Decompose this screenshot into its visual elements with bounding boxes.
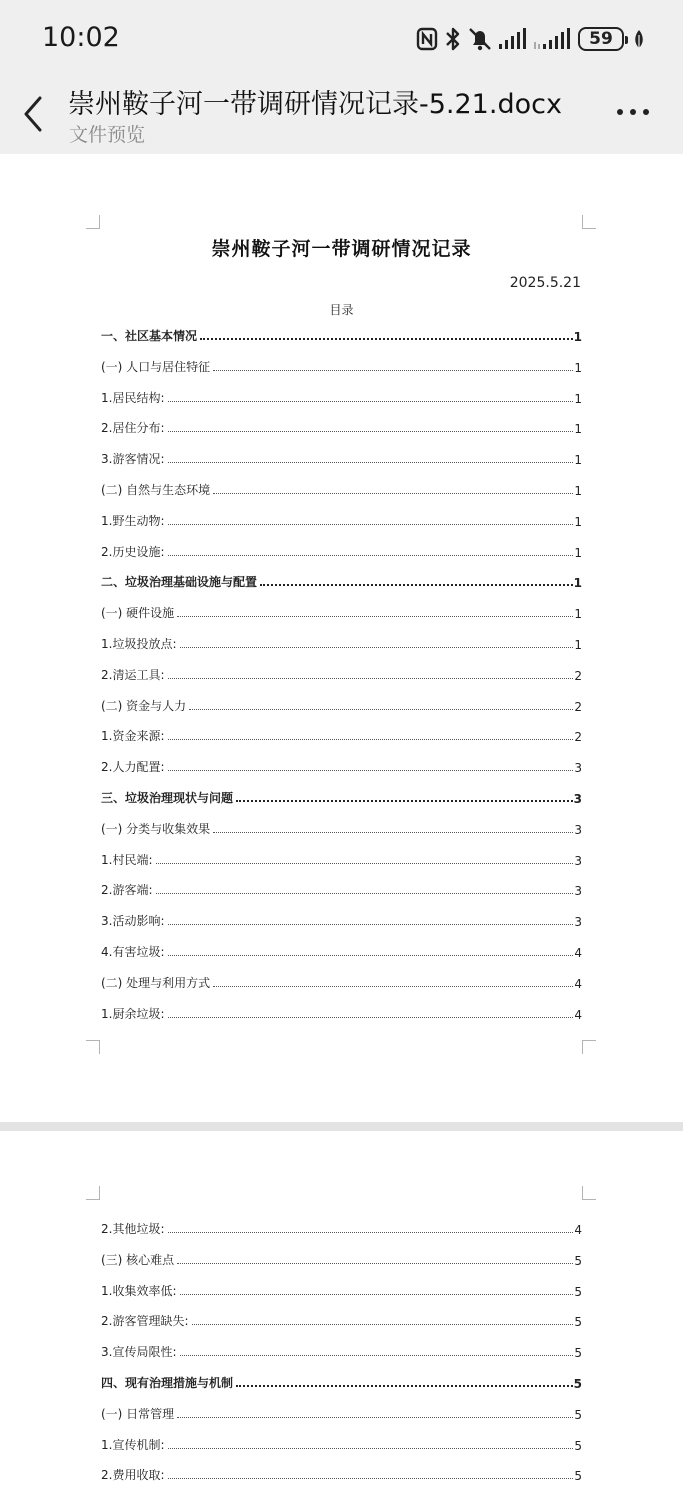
toc-leader-dots bbox=[180, 647, 574, 648]
toc-entry[interactable] bbox=[101, 909, 582, 929]
toc-entry-page: 3 bbox=[574, 853, 582, 868]
toc-entry[interactable] bbox=[101, 940, 582, 960]
toc-entry[interactable] bbox=[101, 755, 582, 775]
toc-entry-page: 1 bbox=[574, 391, 582, 406]
toc-entry-page: 5 bbox=[573, 1377, 582, 1391]
toc-entry-label: 2.费用收取: bbox=[101, 1468, 165, 1483]
toc-entry-label: (三) 核心难点 bbox=[101, 1252, 175, 1267]
toc-entry[interactable] bbox=[101, 1248, 582, 1268]
toc-entry[interactable] bbox=[101, 1340, 582, 1360]
toc-entry[interactable] bbox=[101, 1402, 582, 1422]
toc-entry-label: (一) 分类与收集效果 bbox=[101, 821, 211, 836]
toc-entry-page: 1 bbox=[573, 576, 582, 591]
toc-entry-page: 4 bbox=[574, 1223, 582, 1237]
toc-leader-dots bbox=[260, 584, 573, 586]
toc-entry-page: 3 bbox=[574, 915, 582, 930]
toc-entry[interactable] bbox=[101, 540, 582, 560]
toc-entry-page: 1 bbox=[574, 607, 582, 622]
app-bar bbox=[0, 78, 683, 154]
toc-entry-page: 5 bbox=[574, 1407, 582, 1422]
toc-entry[interactable] bbox=[101, 1371, 582, 1391]
toc-entry-label: (二) 资金与人力 bbox=[101, 698, 187, 713]
toc-entry[interactable] bbox=[101, 1433, 582, 1453]
toc-leader-dots bbox=[168, 1478, 574, 1479]
toc-entry-label: 三、垃圾治理现状与问题 bbox=[101, 791, 234, 805]
toc-entry-page: 5 bbox=[574, 1438, 582, 1453]
toc-leader-dots bbox=[236, 800, 573, 802]
toc-entry-page: 5 bbox=[574, 1346, 582, 1361]
toc-entry[interactable] bbox=[101, 601, 582, 621]
toc-leader-dots bbox=[180, 1355, 574, 1356]
toc-entry-label: 2.历史设施: bbox=[101, 544, 165, 559]
toc-entry[interactable] bbox=[101, 1279, 582, 1299]
toc-entry[interactable] bbox=[101, 570, 582, 590]
toc-leader-dots bbox=[180, 1294, 574, 1295]
toc-entry-page: 5 bbox=[574, 1253, 582, 1268]
toc-entry[interactable] bbox=[101, 324, 582, 344]
toc-entry-label: 1.居民结构: bbox=[101, 390, 165, 405]
bell-off-icon bbox=[468, 26, 492, 52]
toc-entry-page: 2 bbox=[574, 699, 582, 714]
toc-entry-page: 5 bbox=[574, 1284, 582, 1299]
page-corner-mark bbox=[86, 1040, 100, 1054]
status-bar bbox=[0, 0, 683, 78]
toc-entry[interactable] bbox=[101, 509, 582, 529]
toc-entry-page: 4 bbox=[574, 946, 582, 960]
back-button[interactable] bbox=[18, 92, 52, 136]
toc-leader-dots bbox=[168, 431, 574, 432]
page-corner-mark bbox=[582, 215, 596, 229]
status-icons bbox=[410, 26, 645, 52]
toc-entry-label: 一、社区基本情况 bbox=[101, 329, 198, 343]
document-page-1[interactable] bbox=[0, 154, 683, 1122]
leaf-icon bbox=[633, 29, 645, 49]
toc-entry-page: 3 bbox=[574, 884, 582, 899]
toc-entry-label: 2.其他垃圾: bbox=[101, 1222, 165, 1236]
toc-leader-dots bbox=[168, 739, 574, 740]
toc-entry-page: 1 bbox=[574, 360, 582, 375]
toc-entry-page: 1 bbox=[574, 514, 582, 529]
toc-entry-page: 4 bbox=[574, 976, 582, 991]
toc-entry-label: 2.清运工具: bbox=[101, 667, 165, 682]
toc-leader-dots bbox=[168, 955, 574, 956]
toc-leader-dots bbox=[168, 1448, 574, 1449]
toc-entry-label: 1.宣传机制: bbox=[101, 1437, 165, 1452]
toc-leader-dots bbox=[168, 1017, 574, 1018]
toc-entry-label: 3.活动影响: bbox=[101, 914, 165, 929]
toc-entry-label: (一) 硬件设施 bbox=[101, 606, 175, 621]
toc-entry-label: 2.游客端: bbox=[101, 883, 153, 898]
toc-entry-page: 1 bbox=[574, 422, 582, 437]
bluetooth-icon bbox=[444, 26, 462, 52]
toc-leader-dots bbox=[156, 863, 574, 864]
toc-leader-dots bbox=[168, 524, 574, 525]
toc-entry[interactable] bbox=[101, 848, 582, 868]
chevron-left-icon bbox=[18, 92, 52, 136]
toc-entry-label: 1.村民端: bbox=[101, 852, 153, 867]
toc-entry-label: 3.宣传局限性: bbox=[101, 1345, 177, 1360]
toc-leader-dots bbox=[168, 462, 574, 463]
toc-entry-label: 2.游客管理缺失: bbox=[101, 1314, 189, 1329]
toc-leader-dots bbox=[213, 832, 573, 833]
toc-entry[interactable] bbox=[101, 1217, 582, 1237]
toc-entry[interactable] bbox=[101, 694, 582, 714]
toc-entry-label: 2.人力配置: bbox=[101, 760, 165, 775]
toc-entry-label: 3.游客情况: bbox=[101, 452, 165, 467]
toc-entry[interactable] bbox=[101, 355, 582, 375]
toc-entry-label: 1.收集效率低: bbox=[101, 1283, 177, 1298]
document-date: 2025.5.21 bbox=[509, 275, 581, 291]
toc-leader-dots bbox=[213, 986, 573, 987]
toc-entry[interactable] bbox=[101, 1309, 582, 1329]
toc-leader-dots bbox=[156, 893, 574, 894]
toc-entry-label: 二、垃圾治理基础设施与配置 bbox=[101, 575, 258, 590]
toc-leader-dots bbox=[200, 338, 573, 340]
toc-leader-dots bbox=[213, 493, 573, 494]
page-corner-mark bbox=[582, 1186, 596, 1200]
toc-entry-page: 1 bbox=[573, 330, 582, 344]
toc-entry-page: 5 bbox=[574, 1469, 582, 1484]
toc-entry-page: 1 bbox=[574, 453, 582, 468]
toc-entry-page: 4 bbox=[574, 1007, 582, 1022]
file-title: 崇州鞍子河一带调研情况记录-5.21.docx bbox=[68, 89, 562, 120]
toc-leader-dots bbox=[177, 1417, 573, 1418]
toc-entry[interactable] bbox=[101, 447, 582, 467]
toc-entry-label: 1.垃圾投放点: bbox=[101, 637, 177, 651]
toc-heading: 目录 bbox=[329, 303, 354, 317]
file-subtitle: 文件预览 bbox=[69, 124, 146, 146]
toc-entry-label: 1.资金来源: bbox=[101, 729, 165, 744]
toc-leader-dots bbox=[168, 924, 574, 925]
toc-leader-dots bbox=[192, 1324, 574, 1325]
toc-entry-page: 3 bbox=[574, 822, 582, 837]
toc-leader-dots bbox=[168, 401, 574, 402]
page-corner-mark bbox=[86, 1186, 100, 1200]
toc-leader-dots bbox=[168, 555, 574, 556]
toc-entry[interactable] bbox=[101, 817, 582, 837]
toc-entry-page: 5 bbox=[574, 1315, 582, 1330]
toc-entry[interactable] bbox=[101, 386, 582, 406]
toc-entry[interactable] bbox=[101, 971, 582, 991]
more-icon bbox=[615, 100, 651, 124]
page-corner-mark bbox=[582, 1040, 596, 1054]
toc-leader-dots bbox=[189, 709, 573, 710]
toc-entry-label: 四、现有治理措施与机制 bbox=[101, 1376, 234, 1390]
toc-entry[interactable] bbox=[101, 1463, 582, 1483]
toc-entry[interactable] bbox=[101, 663, 582, 683]
status-time: 10:02 bbox=[42, 22, 120, 53]
document-title: 崇州鞍子河一带调研情况记录 bbox=[211, 238, 472, 260]
toc-entry-label: 1.厨余垃圾: bbox=[101, 1006, 165, 1021]
more-options-button[interactable] bbox=[615, 100, 651, 124]
toc-entry[interactable] bbox=[101, 478, 582, 498]
toc-entry-label: (二) 处理与利用方式 bbox=[101, 975, 211, 990]
toc-entry-page: 1 bbox=[574, 545, 582, 560]
battery-indicator: 59 bbox=[578, 27, 624, 51]
toc-leader-dots bbox=[177, 616, 573, 617]
toc-leader-dots bbox=[168, 1232, 574, 1233]
toc-entry-label: 4.有害垃圾: bbox=[101, 945, 165, 959]
toc-entry-page: 1 bbox=[574, 638, 582, 652]
toc-entry[interactable] bbox=[101, 632, 582, 652]
toc-leader-dots bbox=[236, 1385, 573, 1387]
toc-entry[interactable] bbox=[101, 724, 582, 744]
toc-entry[interactable] bbox=[101, 786, 582, 806]
toc-entry-page: 2 bbox=[574, 730, 582, 745]
toc-leader-dots bbox=[177, 1263, 573, 1264]
toc-entry-label: 2.居住分布: bbox=[101, 421, 165, 436]
signal-icon bbox=[498, 28, 528, 50]
signal-icon-2 bbox=[534, 28, 572, 50]
document-page-2[interactable] bbox=[0, 1131, 683, 1500]
nfc-icon bbox=[416, 27, 438, 51]
toc-entry[interactable] bbox=[101, 416, 582, 436]
toc-entry-page: 2 bbox=[574, 668, 582, 683]
toc-entry-page: 3 bbox=[573, 792, 582, 806]
toc-entry-page: 3 bbox=[574, 761, 582, 776]
toc-entry-label: (二) 自然与生态环境 bbox=[101, 483, 211, 497]
page-corner-mark bbox=[86, 215, 100, 229]
toc-entry-label: (一) 人口与居住特征 bbox=[101, 359, 211, 374]
toc-entry[interactable] bbox=[101, 878, 582, 898]
toc-leader-dots bbox=[168, 678, 574, 679]
toc-leader-dots bbox=[213, 370, 573, 371]
toc-entry[interactable] bbox=[101, 1002, 582, 1022]
toc-entry-label: 1.野生动物: bbox=[101, 513, 165, 528]
toc-entry-page: 1 bbox=[574, 484, 582, 498]
toc-entry-label: (一) 日常管理 bbox=[101, 1406, 175, 1421]
toc-leader-dots bbox=[168, 770, 574, 771]
